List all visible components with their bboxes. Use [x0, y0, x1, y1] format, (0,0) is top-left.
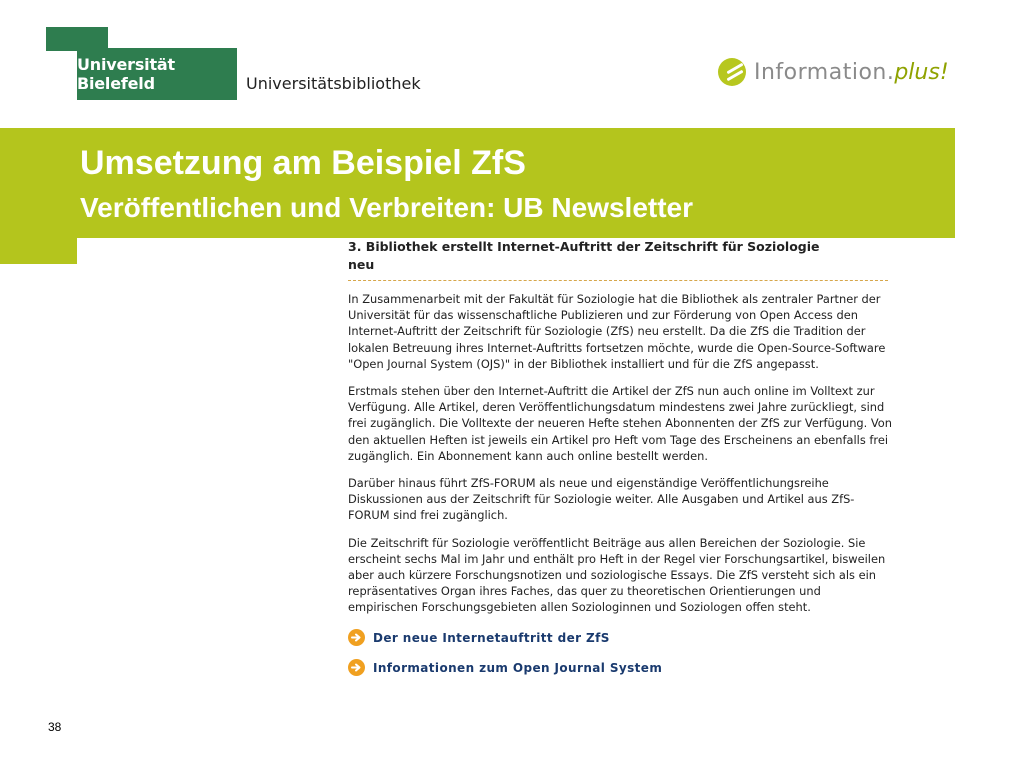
arrow-right-icon — [348, 659, 365, 676]
link-row-ojs[interactable] — [348, 657, 893, 679]
newsletter-paragraph-3: Darüber hinaus führt ZfS-FORUM als neue und eigenständige Veröffentlichungsreihe Diskussionen aus der Zeitschrift für Soziologie weiter. Alle Ausgaben und Artikel aus ZfS-FORUM sind frei zugänglich. — [348, 476, 855, 523]
newsletter-paragraph-1: In Zusammenarbeit mit der Fakultät für Soziologie hat die Bibliothek als zentraler Partner der Universität für das wissenschaftliche Publizieren und zur Förderung von Open Access den Internet-Auftritt der Zeitschrift für Soziologie (ZfS) neu erstellt. Da die ZfS die Tradition der lokalen Betreuung ihres Internet-Auftritts fortsetzen möchte, wurde die Open-Source-Software "Open Journal System (OJS)" in der Bibliothek installiert und für die ZfS angepasst. — [348, 292, 886, 371]
page-number: 38 — [48, 720, 62, 734]
information-plus-logo — [718, 58, 949, 86]
link-ojs-info[interactable]: Informationen zum Open Journal System — [373, 660, 663, 675]
slide-title: Umsetzung am Beispiel ZfS — [80, 144, 526, 182]
banner-tab — [0, 238, 77, 264]
newsletter-heading-line2: neu — [348, 257, 375, 272]
newsletter-heading — [348, 238, 893, 274]
leaf-icon — [718, 58, 746, 86]
brand-main: Information. — [754, 59, 895, 85]
university-logo — [77, 48, 237, 100]
library-name: Universitätsbibliothek — [246, 74, 421, 93]
dashed-divider — [348, 280, 888, 281]
newsletter-heading-line1: 3. Bibliothek erstellt Internet-Auftritt der Zeitschrift für Soziologie — [348, 239, 820, 254]
newsletter-excerpt — [348, 238, 893, 679]
arrow-right-icon — [348, 629, 365, 646]
brand-plus: plus! — [894, 59, 949, 85]
newsletter-paragraph-4: Die Zeitschrift für Soziologie veröffentlicht Beiträge aus allen Bereichen der Soziologie. Sie erscheint sechs Mal im Jahr und enthält pro Heft in der Regel vier Forschungsartikel, bisweilen aber auch kürzere Forschungsnotizen und soziologische Essays. Die ZfS versteht sich als ein repräsentatives Organ ihres Faches, das quer zu theoretischen Orientierungen und empirischen Forschungsgebieten allen Soziologinnen und Soziologen offen steht. — [348, 535, 886, 615]
newsletter-paragraph-2: Erstmals stehen über den Internet-Auftritt die Artikel der ZfS nun auch online im Volltext zur Verfügung. Alle Artikel, deren Veröffentlichungsdatum mindestens zwei Jahre zurückliegt, sind frei zugänglich. Die Volltexte der neueren Hefte stehen Abonnenten der ZfS zur Verfügung. Von den aktuellen Heften ist jeweils ein Artikel pro Heft vom Tage des Erscheinens an ebenfalls frei zugänglich. Ein Abonnement kann auch online bestellt werden. — [348, 384, 892, 463]
link-zfs-website[interactable]: Der neue Internetauftritt der ZfS — [373, 630, 610, 645]
slide-subtitle: Veröffentlichen und Verbreiten: UB Newsletter — [80, 192, 694, 223]
link-row-zfs[interactable] — [348, 627, 893, 649]
university-name: Universität Bielefeld — [77, 55, 175, 93]
